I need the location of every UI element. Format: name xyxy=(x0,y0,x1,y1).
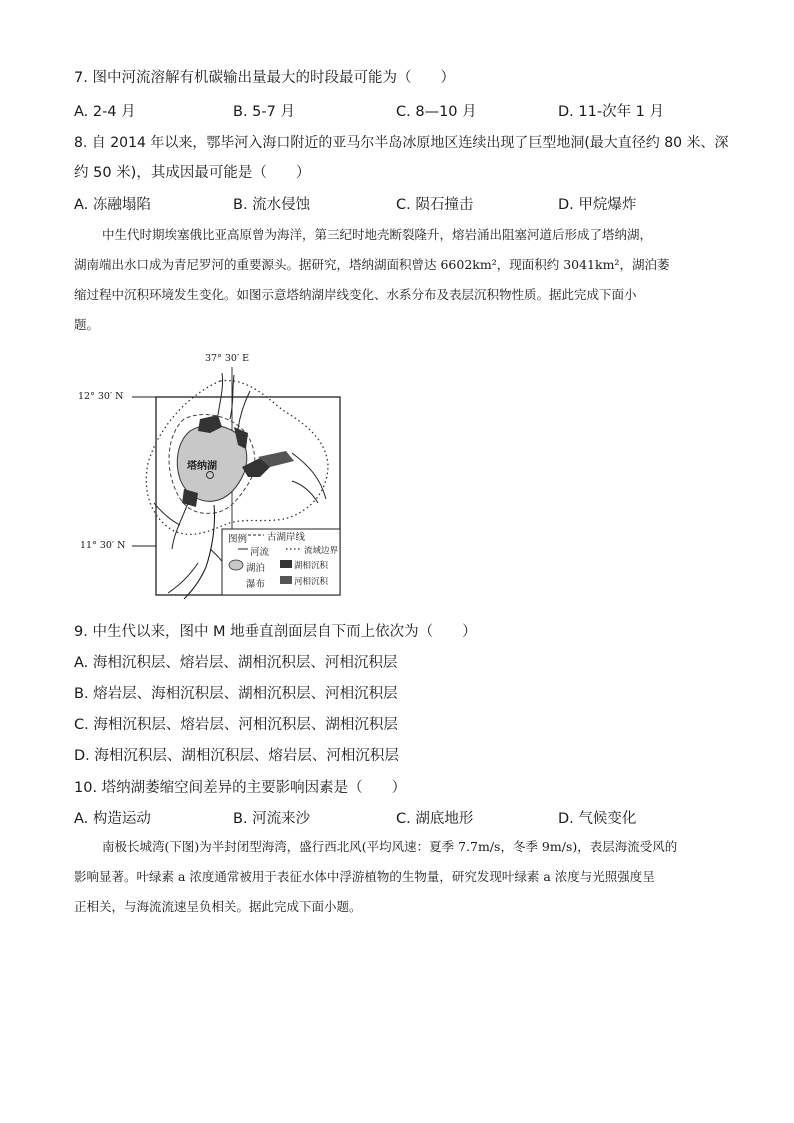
river xyxy=(218,373,223,415)
q9-option-b: B. 熔岩层、海相沉积层、湖相沉积层、河相沉积层 xyxy=(74,686,398,702)
passage2-line: 南极长城湾(下图)为半封闭型海湾，盛行西北风(平均风速：夏季 7.7m/s，冬季 9m/s)，表层海流受风的 xyxy=(102,839,678,854)
q10-stem: 10. 塔纳湖萎缩空间差异的主要影响因素是（ ） xyxy=(74,780,407,796)
q10-option-d: D. 气候变化 xyxy=(558,811,637,827)
q7-option-d: D. 11-次年 1 月 xyxy=(558,104,665,120)
q9-stem: 9. 中生代以来，图中 M 地垂直剖面层自下而上依次为（ ） xyxy=(74,624,477,640)
q7-option-c: C. 8—10 月 xyxy=(396,104,477,120)
q8-option-c: C. 陨石撞击 xyxy=(396,197,474,213)
q7-stem: 7. 图中河流溶解有机碳输出量最大的时段最可能为（ ） xyxy=(74,70,455,86)
passage1-line: 中生代时期埃塞俄比亚高原曾为海洋，第三纪时地壳断裂隆升，熔岩涌出阻塞河道后形成了塔纳湖， xyxy=(102,227,653,242)
q8-stem-line1: 8. 自 2014 年以来，鄂毕河入海口附近的亚马尔半岛冰原地区连续出现了巨型地洞(最大直径约 80 米、深 xyxy=(74,135,729,151)
q9-option-a: A. 海相沉积层、熔岩层、湖相沉积层、河相沉积层 xyxy=(74,655,398,671)
legend-river-sediment-symbol xyxy=(280,576,292,584)
passage-tana-lake xyxy=(74,220,726,340)
q10-option-a: A. 构造运动 xyxy=(74,811,151,827)
map-lake-label: 塔纳湖 xyxy=(187,461,217,472)
legend-lake: 湖泊 xyxy=(246,563,266,574)
passage2-line: 影响显著。叶绿素 a 浓度通常被用于表征水体中浮游植物的生物量，研究发现叶绿素 a 浓度与光照强度呈 xyxy=(74,869,655,884)
map-latitude-bottom-label: 11° 30′ N xyxy=(80,540,126,551)
passage1-line: 缩过程中沉积环境发生变化。如图示意塔纳湖岸线变化、水系分布及表层沉积物性质。据此完成下面小 xyxy=(74,287,637,302)
legend-lake-sediment: 湖相沉积 xyxy=(294,561,329,571)
q7-option-b: B. 5-7 月 xyxy=(233,104,295,120)
legend-lake-symbol xyxy=(229,560,243,570)
river-blue-nile xyxy=(184,505,215,599)
passage1-line: 湖南端出水口成为青尼罗河的重要源头。据研究，塔纳湖面积曾达 6602km²，现面积约 3041km²，湖泊萎 xyxy=(74,257,670,272)
q10-option-b: B. 河流来沙 xyxy=(233,811,311,827)
river xyxy=(292,481,318,503)
q10-option-c: C. 湖底地形 xyxy=(396,811,474,827)
legend-title: 图例 xyxy=(228,534,248,545)
passage1-line: 题。 xyxy=(74,317,100,332)
q9-option-d: D. 海相沉积层、湖相沉积层、熔岩层、河相沉积层 xyxy=(74,748,399,764)
q9-option-c: C. 海相沉积层、熔岩层、河相沉积层、湖相沉积层 xyxy=(74,717,398,733)
q8-option-d: D. 甲烷爆炸 xyxy=(558,197,637,213)
river xyxy=(172,503,188,549)
legend-basin-boundary: 流域边界 xyxy=(304,546,339,556)
legend-river-sediment: 河相沉积 xyxy=(294,577,329,587)
map-latitude-top-label: 12° 30′ N xyxy=(78,391,124,402)
q8-stem-line2: 约 50 米)，其成因最可能是（ ） xyxy=(74,165,311,181)
q8-option-a: A. 冻融塌陷 xyxy=(74,197,151,213)
legend-ancient-shore: 古湖岸线 xyxy=(267,532,306,543)
map-longitude-label: 37° 30′ E xyxy=(205,353,250,364)
passage-great-wall-bay xyxy=(74,832,726,922)
legend-lake-sediment-symbol xyxy=(280,560,292,568)
legend-waterfall: 瀑布 xyxy=(246,579,266,590)
legend-river: 河流 xyxy=(250,547,270,558)
tana-lake-map xyxy=(72,353,344,605)
passage2-line: 正相关，与海流流速呈负相关。据此完成下面小题。 xyxy=(74,899,362,914)
river xyxy=(154,503,180,525)
q8-option-b: B. 流水侵蚀 xyxy=(233,197,311,213)
q7-option-a: A. 2-4 月 xyxy=(74,104,136,120)
